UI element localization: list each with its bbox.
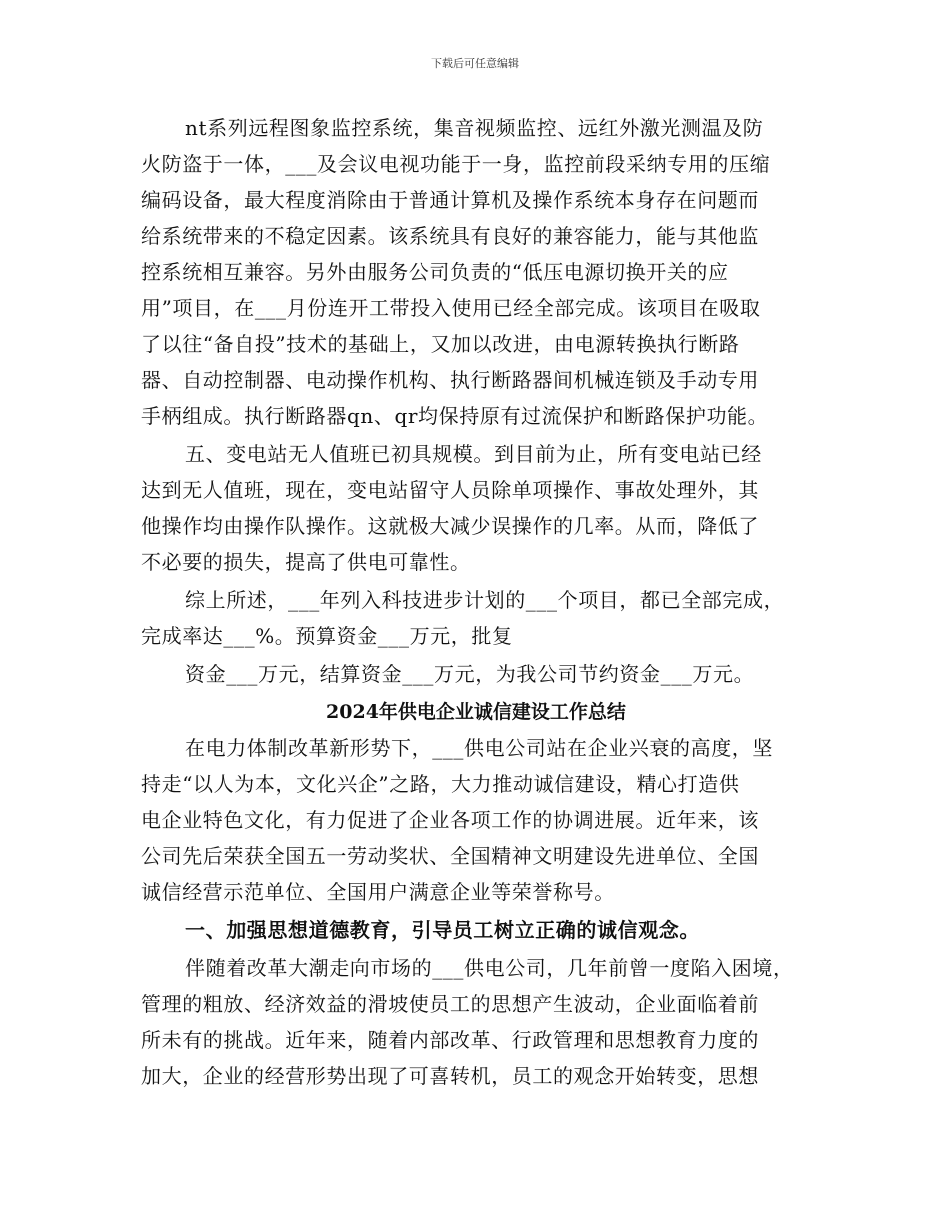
section-title: 2024年供电企业诚信建设工作总结 xyxy=(326,701,626,723)
paragraph-line: 五、变电站无人值班已初具规模。到目前为止，所有变电站已经 xyxy=(185,442,762,466)
section-heading: 一、加强思想道德教育，引导员工树立正确的诚信观念。 xyxy=(185,918,700,942)
paragraph-line: 编码设备，最大程度消除由于普通计算机及操作系统本身存在问题而 xyxy=(141,188,759,212)
paragraph-line: 达到无人值班，现在，变电站留守人员除单项操作、事故处理外，其 xyxy=(141,478,759,502)
paragraph-line: 给系统带来的不稳定因素。该系统具有良好的兼容能力，能与其他监 xyxy=(141,224,759,248)
paragraph-line: 完成率达___%。预算资金___万元，批复 xyxy=(141,624,513,648)
paragraph-line: 公司先后荣获全国五一劳动奖状、全国精神文明建设先进单位、全国 xyxy=(141,844,759,868)
paragraph-line: 持走“以人为本，文化兴企”之路，大力推动诚信建设，精心打造供 xyxy=(141,772,740,796)
paragraph-line: nt系列远程图象监控系统，集音视频监控、远红外激光测温及防 xyxy=(185,116,764,140)
paragraph-line: 管理的粗放、经济效益的滑坡使员工的思想产生波动，企业面临着前 xyxy=(141,992,759,1016)
paragraph-line: 控系统相互兼容。另外由服务公司负责的“低压电源切换开关的应 xyxy=(141,260,729,284)
paragraph-line: 综上所述，___年列入科技进步计划的___个项目，都已全部完成， xyxy=(185,588,785,612)
paragraph-line: 了以往“备自投”技术的基础上，又加以改进，由电源转换执行断路 xyxy=(141,332,740,356)
paragraph-line: 火防盗于一体，___及会议电视功能于一身，监控前段采纳专用的压缩 xyxy=(141,152,771,176)
paragraph-line: 诚信经营示范单位、全国用户满意企业等荣誉称号。 xyxy=(141,880,615,904)
paragraph-line: 用”项目，在___月份连开工带投入使用已经全部完成。该项目在吸取 xyxy=(141,296,761,320)
paragraph-line: 在电力体制改革新形势下，___供电公司站在企业兴衰的高度，坚 xyxy=(185,736,773,760)
paragraph-line: 电企业特色文化，有力促进了企业各项工作的协调进展。近年来，该 xyxy=(141,808,759,832)
paragraph-line: 所未有的挑战。近年来，随着内部改革、行政管理和思想教育力度的 xyxy=(141,1028,759,1052)
paragraph-line: 他操作均由操作队操作。这就极大减少误操作的几率。从而，降低了 xyxy=(141,514,759,538)
page-header: 下载后可任意编辑 xyxy=(431,57,519,70)
paragraph-line: 加大，企业的经营形势出现了可喜转机，员工的观念开始转变，思想 xyxy=(141,1064,759,1088)
paragraph-line: 伴随着改革大潮走向市场的___供电公司，几年前曾一度陷入困境， xyxy=(185,956,794,980)
paragraph-line: 不必要的损失，提高了供电可靠性。 xyxy=(141,550,471,574)
paragraph-line: 器、自动控制器、电动操作机构、执行断路器间机械连锁及手动专用 xyxy=(141,368,759,392)
paragraph-line: 资金___万元，结算资金___万元，为我公司节约资金___万元。 xyxy=(185,662,755,686)
paragraph-line: 手柄组成。执行断路器qn、qr均保持原有过流保护和断路保护功能。 xyxy=(141,404,769,428)
